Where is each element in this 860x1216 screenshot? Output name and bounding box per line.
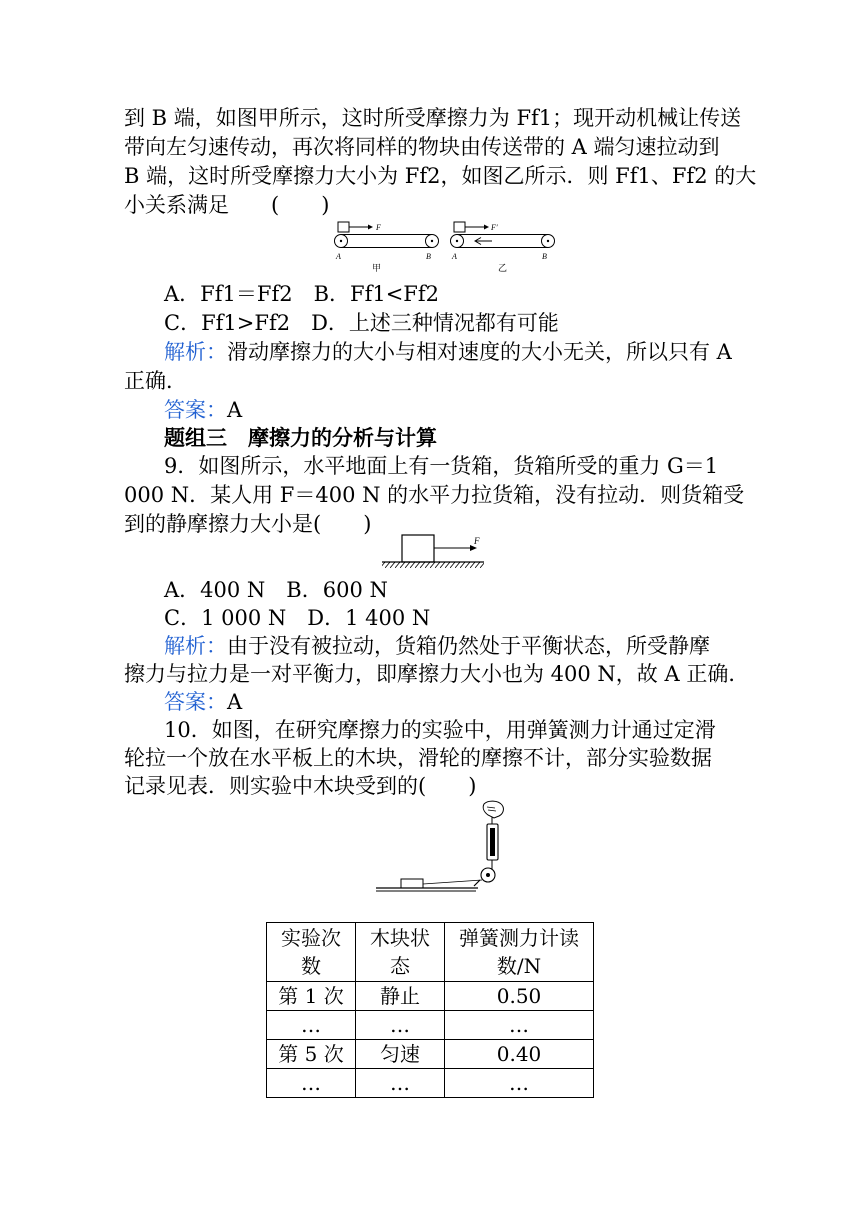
analysis-label: 解析： (164, 340, 227, 364)
q9-analysis-line-1: 解析：由于没有被拉动，货箱仍然处于平衡状态，所受静摩 (164, 634, 710, 658)
table-cell: … (267, 1011, 356, 1040)
q10-text-line-2: 轮拉一个放在水平板上的木块，滑轮的摩擦不计，部分实验数据 (124, 746, 712, 770)
q8-answer: 答案：A (164, 398, 243, 422)
force-label-f: F (474, 536, 480, 546)
experiment-data-table (266, 922, 594, 1098)
q8-options-ab: A．Ff1＝Ff2 B．Ff1<Ff2 (164, 282, 440, 306)
table-cell: 0.40 (445, 1040, 594, 1069)
q8-analysis-line-2: 正确． (124, 369, 187, 393)
table-row (267, 1069, 594, 1098)
table-cell: … (267, 1069, 356, 1098)
point-b-label-2: B (542, 252, 547, 261)
q8-text-line-4: 小关系满足 ( ) (124, 193, 330, 217)
q10-text-line-3: 记录见表．则实验中木块受到的( ) (124, 774, 477, 798)
table-cell: 第 5 次 (267, 1040, 356, 1069)
spring-scale-pulley-figure (376, 800, 526, 894)
q9-options-cd: C．1 000 N D．1 400 N (164, 606, 431, 630)
q8-text-line-1: 到 B 端，如图甲所示，这时所受摩擦力为 Ff1；现开动机械让传送 (124, 106, 742, 130)
answer-label: 答案： (164, 398, 227, 422)
figure-caption-yi: 乙 (498, 264, 508, 274)
table-row (267, 1040, 594, 1069)
table-header-cell: 弹簧测力计读 数/N (445, 923, 594, 982)
table-row (267, 982, 594, 1011)
q9-text-line-3: 到的静摩擦力大小是( ) (124, 512, 372, 536)
table-cell: … (356, 1069, 445, 1098)
table-cell: … (445, 1069, 594, 1098)
table-header-cell: 木块状 态 (356, 923, 445, 982)
table-row (267, 1011, 594, 1040)
point-a-label-2: A (452, 252, 457, 261)
q9-text-line-1: 9．如图所示，水平地面上有一货箱，货箱所受的重力 G＝1 (164, 454, 719, 478)
q9-text-line-2: 000 N．某人用 F＝400 N 的水平力拉货箱，没有拉动．则货箱受 (124, 483, 745, 507)
table-cell: 第 1 次 (267, 982, 356, 1011)
table-cell: … (356, 1011, 445, 1040)
force-label-f1: F (376, 223, 381, 232)
conveyor-belt-figure (326, 218, 562, 278)
point-a-label-1: A (336, 252, 341, 261)
cargo-box-figure (380, 532, 486, 572)
point-b-label-1: B (426, 252, 431, 261)
table-header-row (267, 923, 594, 982)
q9-answer: 答案：A (164, 690, 243, 714)
force-label-f-prime: F′ (491, 223, 498, 232)
table-header-cell: 实验次 数 (267, 923, 356, 982)
table-cell: 静止 (356, 982, 445, 1011)
q8-analysis-line-1: 解析：滑动摩擦力的大小与相对速度的大小无关，所以只有 A (164, 340, 732, 364)
q9-analysis-line-2: 擦力与拉力是一对平衡力，即摩擦力大小也为 400 N，故 A 正确． (124, 662, 750, 686)
table-cell: … (445, 1011, 594, 1040)
q8-options-cd: C．Ff1>Ff2 D．上述三种情况都有可能 (164, 311, 559, 335)
table-cell: 0.50 (445, 982, 594, 1011)
analysis-label: 解析： (164, 634, 227, 658)
q9-options-ab: A．400 N B．600 N (164, 578, 388, 602)
answer-label: 答案： (164, 690, 227, 714)
q10-text-line-1: 10．如图，在研究摩擦力的实验中，用弹簧测力计通过定滑 (164, 718, 716, 742)
figure-caption-jia: 甲 (372, 264, 382, 274)
table-cell: 匀速 (356, 1040, 445, 1069)
q8-text-line-3: B 端，这时所受摩擦力大小为 Ff2，如图乙所示．则 Ff1、Ff2 的大 (124, 164, 757, 188)
group-3-heading: 题组三 摩擦力的分析与计算 (164, 426, 437, 450)
q8-text-line-2: 带向左匀速传动，再次将同样的物块由传送带的 A 端匀速拉动到 (124, 135, 720, 159)
